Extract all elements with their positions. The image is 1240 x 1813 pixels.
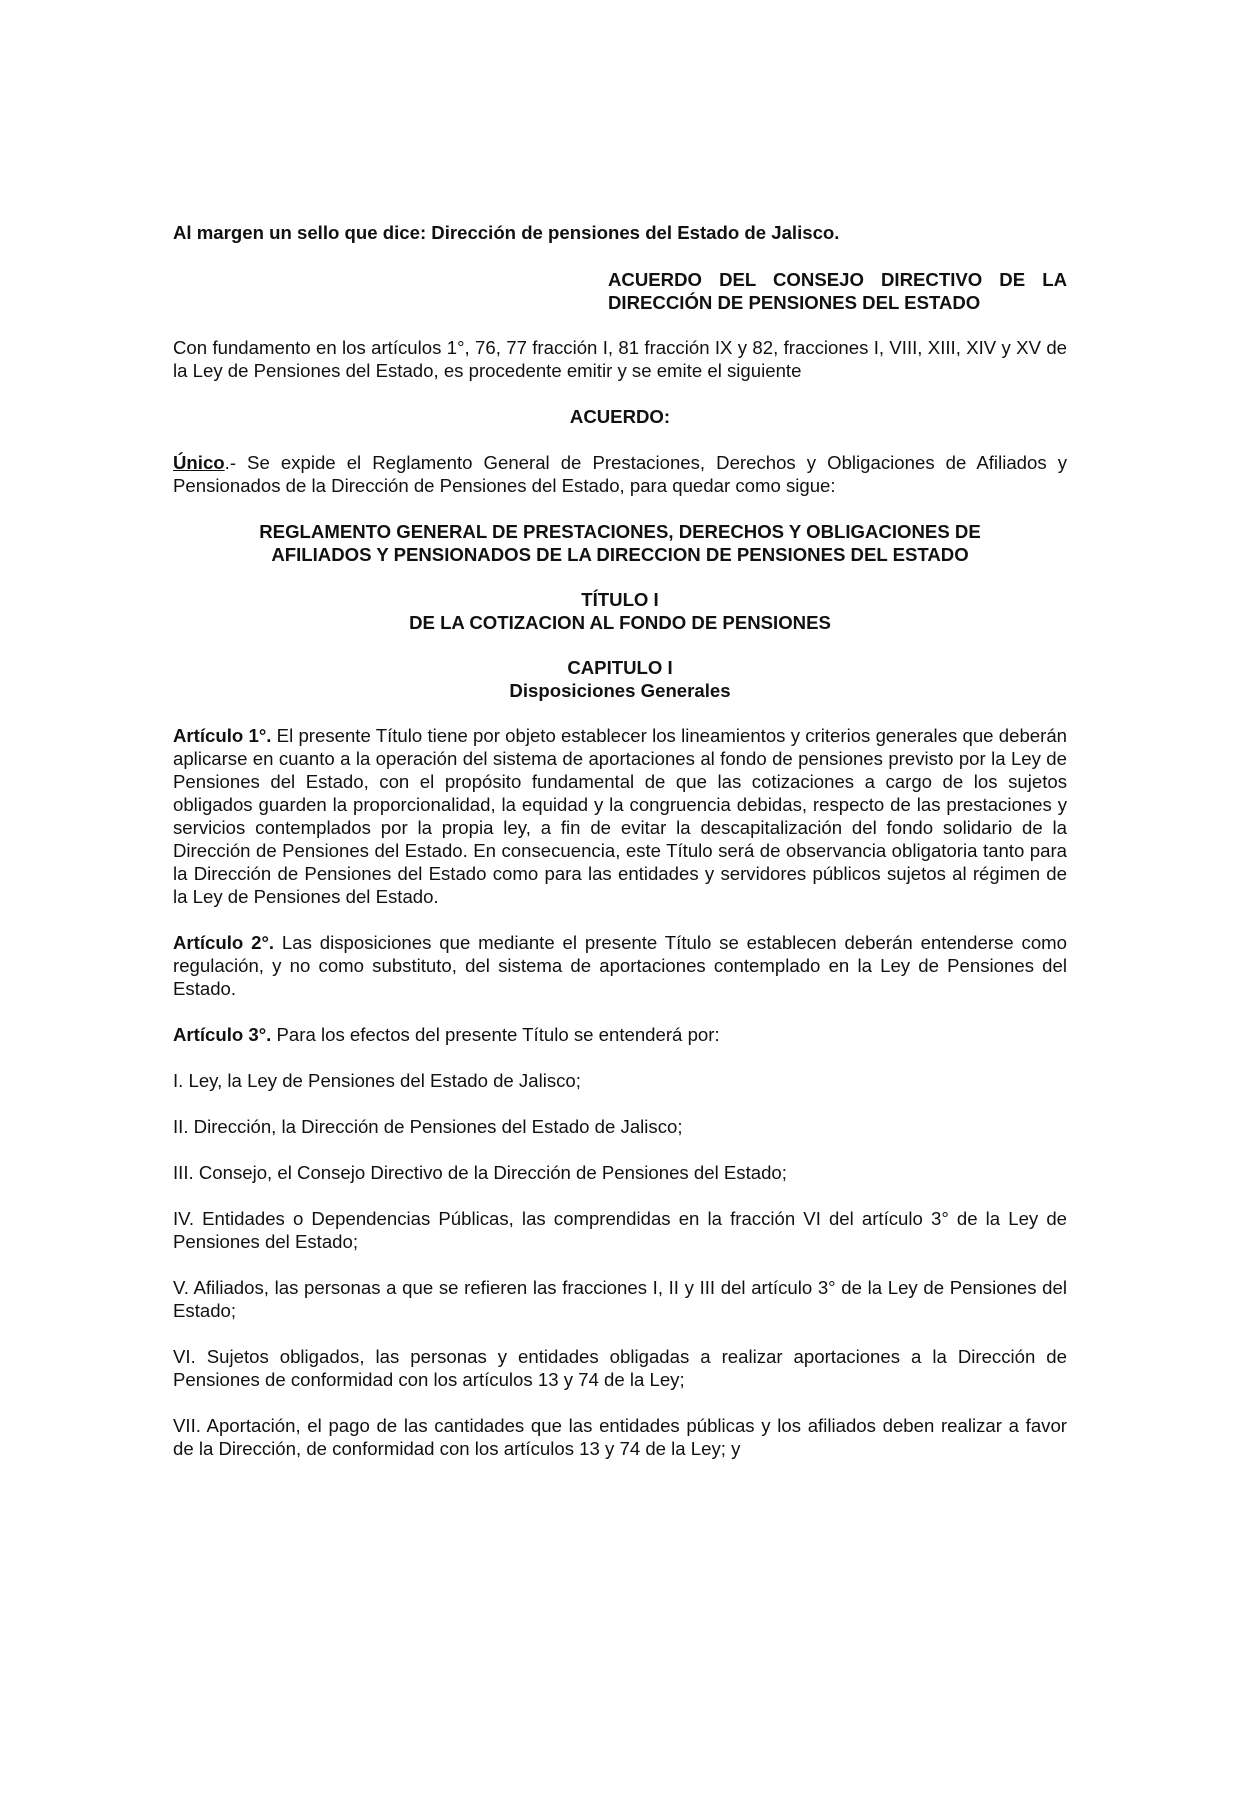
unico-text: .- Se expide el Reglamento General de Prestaciones, Derechos y Obligaciones de Afiliados y Pensionados de la Dirección de Pensiones del Estado, para quedar como sigue:	[173, 452, 1067, 496]
titulo-name: DE LA COTIZACION AL FONDO DE PENSIONES	[409, 612, 831, 633]
definition-item: VII. Aportación, el pago de las cantidades que las entidades públicas y los afiliados deben realizar a favor de la Dirección, de conformidad con los artículos 13 y 74 de la Ley; y	[173, 1415, 1067, 1459]
titulo-label: TÍTULO I	[581, 589, 659, 610]
preamble-paragraph: Con fundamento en los artículos 1°, 76, 77 fracción I, 81 fracción IX y 82, fracciones I, VIII, XIII, XIV y XV de la Ley de Pensiones del Estado, es procedente emitir y se emite el siguiente	[173, 337, 1067, 381]
article-1-label: Artículo 1°.	[173, 725, 272, 746]
acuerdo-label: ACUERDO:	[569, 406, 671, 427]
regulation-title-line-2: AFILIADOS Y PENSIONADOS DE LA DIRECCION DE PENSIONES DEL ESTADO	[271, 544, 969, 565]
capitulo-heading	[173, 656, 1067, 702]
article-1-text: El presente Título tiene por objeto establecer los lineamientos y criterios generales que deberán aplicarse en cuanto a la operación del sistema de aportaciones al fondo de pensiones previsto por la Ley de Pensiones del Estado, con el propósito fundamental de que las cotizaciones a cargo de los sujetos obligados guarden la proporcionalidad, la equidad y la congruencia debidas, respecto de las prestaciones y servicios contemplados por la propia ley, a fin de evitar la descapitalización del fondo solidario de la Dirección de Pensiones del Estado. En consecuencia, este Título será de observancia obligatoria tanto para la Dirección de Pensiones del Estado como para las entidades y servidores públicos sujetos al régimen de la Ley de Pensiones del Estado.	[173, 725, 1067, 907]
titulo-heading	[173, 588, 1067, 634]
unico-label: Único	[173, 452, 225, 473]
definition-item: VI. Sujetos obligados, las personas y entidades obligadas a realizar aportaciones a la Dirección de Pensiones de conformidad con los artículos 13 y 74 de la Ley;	[173, 1346, 1067, 1390]
article-3-text: Para los efectos del presente Título se entenderá por:	[271, 1024, 720, 1045]
document-page	[173, 221, 1067, 1483]
article-2-label: Artículo 2°.	[173, 932, 275, 953]
capitulo-label: CAPITULO I	[567, 657, 673, 678]
article-3-label: Artículo 3°.	[173, 1024, 272, 1045]
definition-item: I. Ley, la Ley de Pensiones del Estado de Jalisco;	[173, 1070, 581, 1091]
regulation-title-line-1: REGLAMENTO GENERAL DE PRESTACIONES, DERECHOS Y OBLIGACIONES DE	[259, 521, 981, 542]
article-3	[173, 1023, 1067, 1046]
regulation-title	[173, 520, 1067, 566]
unico-paragraph	[173, 451, 1067, 497]
article-1	[173, 724, 1067, 908]
article-2-text: Las disposiciones que mediante el presente Título se establecen deberán entenderse como regulación, y no como substituto, del sistema de aportaciones contemplado en la Ley de Pensiones del Estado.	[173, 932, 1067, 999]
definition-item: IV. Entidades o Dependencias Públicas, las comprendidas en la fracción VI del artículo 3° de la Ley de Pensiones del Estado;	[173, 1208, 1067, 1252]
article-2	[173, 931, 1067, 1000]
capitulo-name: Disposiciones Generales	[509, 680, 731, 701]
definition-item: V. Afiliados, las personas a que se refieren las fracciones I, II y III del artículo 3° de la Ley de Pensiones del Estado;	[173, 1277, 1067, 1321]
definition-item: II. Dirección, la Dirección de Pensiones del Estado de Jalisco;	[173, 1116, 683, 1137]
agreement-heading: ACUERDO DEL CONSEJO DIRECTIVO DE LA DIRECCIÓN DE PENSIONES DEL ESTADO	[608, 269, 1067, 313]
definition-item: III. Consejo, el Consejo Directivo de la Dirección de Pensiones del Estado;	[173, 1162, 787, 1183]
seal-note: Al margen un sello que dice: Dirección de pensiones del Estado de Jalisco.	[173, 222, 840, 243]
